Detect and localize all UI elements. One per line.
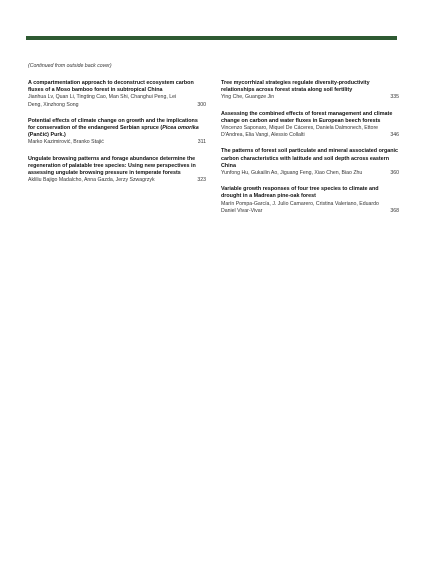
article-title[interactable]: The patterns of forest soil particulate and mineral associated organic carbon characteristics with latitude and soil depth across eastern China bbox=[221, 148, 399, 169]
article-entry-3[interactable] bbox=[28, 156, 206, 185]
article-page-number: 323 bbox=[197, 177, 206, 184]
article-authors: Ying Che, Guangze Jin bbox=[221, 94, 275, 101]
article-entry-5[interactable] bbox=[221, 111, 399, 140]
title-text: (Pančić) Purk.) bbox=[28, 132, 66, 139]
article-page-number: 300 bbox=[197, 101, 206, 108]
article-page-number: 311 bbox=[197, 139, 206, 146]
article-title[interactable]: Tree mycorrhizal strategies regulate diversity-productivity relationships across forest strata along soil fertility bbox=[221, 80, 370, 94]
article-authors: Akliliu Bajigo Madalcho, Anna Gazda, Jerzy Szwagrzyk bbox=[28, 177, 155, 184]
article-title[interactable] bbox=[28, 118, 206, 140]
title-text: Potential effects of climate change on growth and the implications for conservation of the endangered Serbian spruce ( bbox=[28, 117, 198, 132]
article-authors: Marín Pompa-García, J. Julio Camarero, Cristina Valeriano, Eduardo Daniel Vivar-Vivar bbox=[221, 200, 379, 214]
continued-note: (Continued from outside back cover) bbox=[28, 63, 112, 69]
article-entry-2[interactable] bbox=[28, 118, 206, 147]
article-page-number: 346 bbox=[390, 132, 399, 139]
article-authors: Marko Kazimirović, Branko Stajić bbox=[28, 139, 104, 146]
article-entry-6[interactable] bbox=[221, 148, 399, 177]
contents-right-column bbox=[221, 80, 399, 224]
article-entry-1[interactable] bbox=[28, 80, 206, 109]
article-authors: Vincenzo Saponaro, Miquel De Cáceres, Daniela Dalmonech, Ettore D'Andrea, Elia Vangi, Alessio Collalti bbox=[221, 125, 379, 139]
article-title[interactable]: Variable growth responses of four tree species to climate and drought in a Madrean pine-oak forest bbox=[221, 186, 379, 200]
article-entry-4[interactable] bbox=[221, 80, 399, 102]
article-page-number: 368 bbox=[390, 207, 399, 214]
article-authors: Jianhua Lv, Quan Li, Tingting Cao, Man Shi, Changhui Peng, Lei Deng, Xinzhong Song bbox=[28, 94, 177, 108]
article-entry-7[interactable] bbox=[221, 186, 399, 215]
article-authors: Yunfong Hu, Gukailin Ao, Jiguang Feng, Xiao Chen, Biao Zhu bbox=[221, 170, 363, 177]
contents-left-column bbox=[28, 80, 206, 193]
article-page-number: 360 bbox=[390, 170, 399, 177]
species-name-italic: Picea omorika bbox=[162, 125, 199, 132]
article-title[interactable]: Ungulate browsing patterns and forage abundance determine the regeneration of palatable tree species: Using new perspectives in assessing ungulate browsing pressure in temperate forests bbox=[28, 155, 196, 177]
article-title[interactable]: Assessing the combined effects of forest management and climate change on carbon and water fluxes in European beech forests bbox=[221, 110, 393, 124]
article-title[interactable]: A compartmentation approach to deconstruct ecosystem carbon fluxes of a Moso bamboo forest in subtropical China bbox=[28, 80, 194, 94]
header-rule bbox=[26, 36, 397, 40]
article-page-number: 335 bbox=[390, 94, 399, 101]
